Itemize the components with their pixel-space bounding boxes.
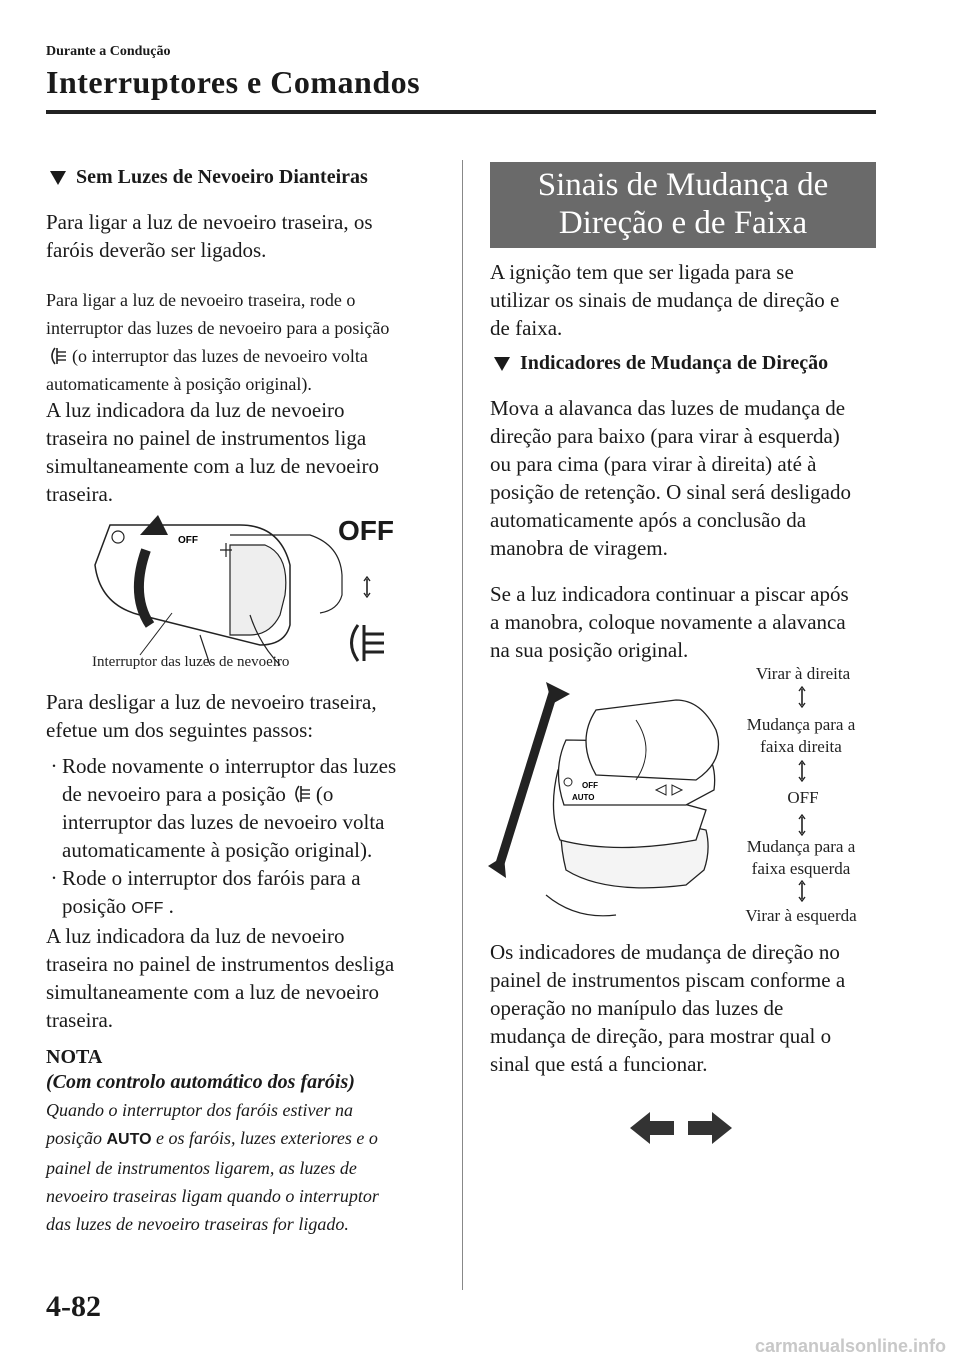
rear-fog-symbol-icon (340, 620, 390, 666)
list-item: · Rode novamente o interruptor das luzes de nevoeiro para a posição (o interruptor das luzes de nevoeiro volta automaticamente à posição original). (50, 754, 397, 862)
paragraph-ignition: A ignição tem que ser ligada para se utilizar os sinais de mudança de direção e de faixa. (490, 260, 840, 340)
left-arrow-icon (630, 1112, 674, 1144)
label-lane-change-right: Mudança para a faixa direita (746, 715, 856, 756)
chapter-subtitle: Durante a Condução (46, 44, 171, 59)
header-rule (46, 110, 876, 114)
column-divider (462, 160, 463, 1290)
up-down-arrow-icon (797, 814, 807, 836)
lever-auto-text: AUTO (572, 793, 595, 802)
label-turn-left: Virar à esquerda (745, 906, 857, 925)
list-item: · Rode o interruptor dos faróis para a posição OFF . (50, 866, 361, 918)
watermark: carmanualsonline.info (754, 1336, 946, 1356)
section-heading-no-front-fog: Sem Luzes de Nevoeiro Dianteiras (50, 166, 368, 189)
triangle-icon (50, 171, 66, 185)
note-block: NOTA (Com controlo automático dos faróis) Quando o interruptor dos faróis estiver na posição AUTO e os faróis, luzes exteriores e o painel de instrumentos ligarem, as luzes de nevoeiro traseiras ligam quando o interruptor das luzes de nevoeiro traseiras for ligado. (46, 1046, 379, 1234)
rear-fog-icon (46, 345, 68, 367)
up-down-arrow-icon (362, 576, 372, 598)
paragraph-indicator-off: A luz indicadora da luz de nevoeiro traseira no painel de instrumentos desliga simultaneamente com a luz de nevoeiro traseira. (46, 924, 395, 1032)
triangle-icon (494, 357, 510, 371)
turn-indicator-icons (626, 1108, 736, 1148)
turn-signal-lever-illustration (486, 680, 726, 920)
up-down-arrow-icon (797, 880, 807, 902)
paragraph-turn-on: Para ligar a luz de nevoeiro traseira, os faróis deverão ser ligados. (46, 210, 373, 262)
paragraph-indicators-blink: Os indicadores de mudança de direção no painel de instrumentos piscam conforme a operação no manípulo das luzes de mudança de direção, para mostrar qual o sinal que está a funcionar. (490, 940, 846, 1076)
off-label: OFF (338, 515, 394, 546)
paragraph-move-lever: Mova a alavanca das luzes de mudança de direção para baixo (para virar à esquerda) ou para cima (para virar à direita) até à posição de retenção. O sinal será desligado automaticamente após a conclusão da manobra de viragem. (490, 396, 851, 560)
label-turn-right: Virar à direita (755, 664, 851, 683)
rear-fog-icon (290, 783, 312, 805)
paragraph-instruction: Para ligar a luz de nevoeiro traseira, rode o interruptor das luzes de nevoeiro para a posição (o interruptor das luzes de nevoeiro volta automaticamente à posição original). (46, 290, 390, 394)
page-title: Interruptores e Comandos (46, 64, 421, 100)
section-heading-turn-signals: Indicadores de Mudança de Direção (494, 352, 828, 375)
up-down-arrow-icon (797, 760, 807, 782)
page-number: 4-82 (46, 1290, 101, 1323)
paragraph-turn-off: Para desligar a luz de nevoeiro traseira, efetue um dos seguintes passos: (46, 690, 377, 742)
right-arrow-icon (688, 1112, 732, 1144)
lever-off-text: OFF (582, 781, 598, 790)
bullet-list (46, 752, 456, 923)
paragraph-indicator-on: A luz indicadora da luz de nevoeiro traseira no painel de instrumentos liga simultaneamente com a luz de nevoeiro traseira. (46, 398, 379, 506)
up-down-arrow-icon (797, 686, 807, 708)
figure-caption: Interruptor das luzes de nevoeiro (92, 654, 290, 670)
lever-off-text: OFF (178, 535, 198, 546)
label-off: OFF (787, 788, 819, 807)
label-lane-change-left: Mudança para a faixa esquerda (746, 837, 856, 878)
section-banner: Sinais de Mudança de Direção e de Faixa (490, 162, 876, 248)
paragraph-blinking: Se a luz indicadora continuar a piscar após a manobra, coloque novamente a alavanca na sua posição original. (490, 582, 849, 662)
